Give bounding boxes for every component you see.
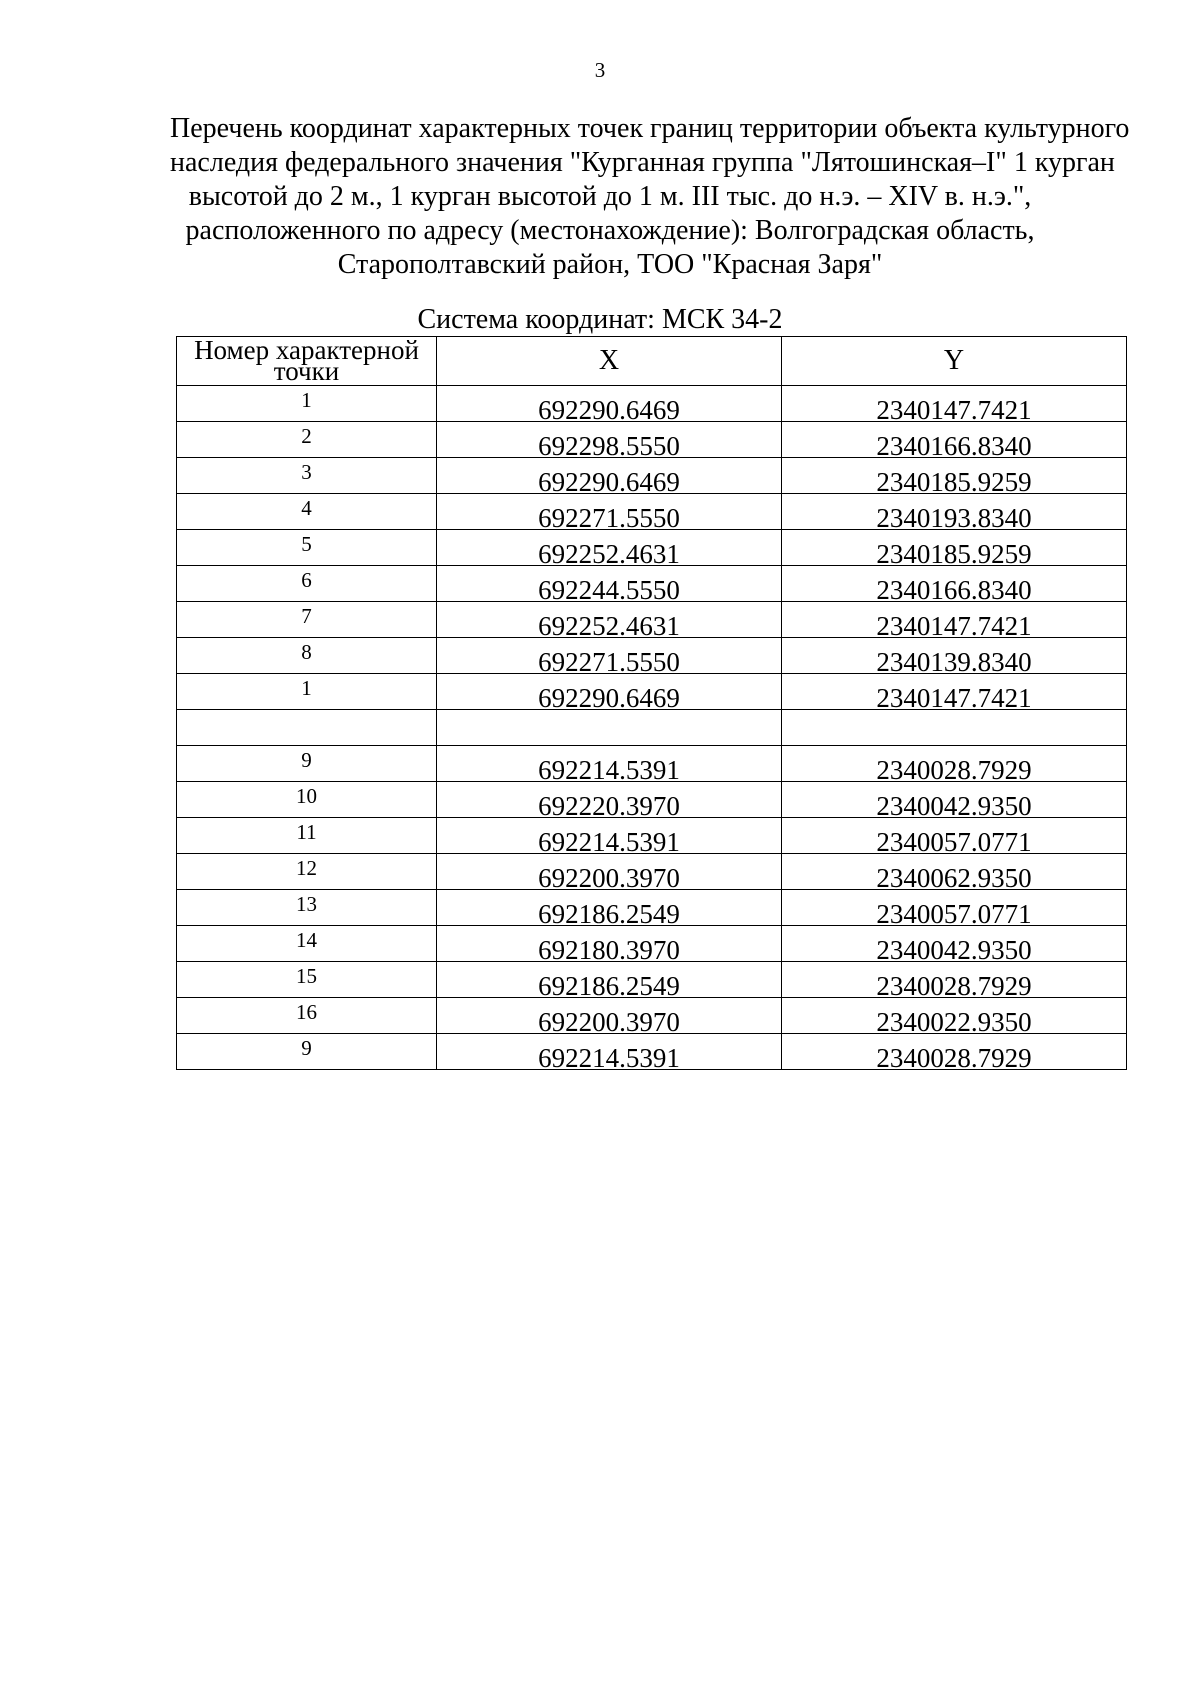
heading-line: Перечень координат характерных точек границ территории объекта культурного <box>170 113 1130 144</box>
cell-y <box>782 710 1127 746</box>
heading-line: высотой до 2 м., 1 курган высотой до 1 м. III тыс. до н.э. – XIV в. н.э.", <box>188 181 1032 212</box>
cell-point-number <box>177 710 437 746</box>
table-row <box>177 926 1127 962</box>
table-row <box>177 458 1127 494</box>
cell-y: 2340028.7929 <box>782 1034 1127 1070</box>
table-header-row <box>177 337 1127 386</box>
table-body <box>177 386 1127 1073</box>
cell-x: 692200.3970 <box>437 998 782 1034</box>
cell-y: 2340147.7421 <box>782 386 1127 422</box>
table-row <box>177 422 1127 458</box>
cell-y: 2340166.8340 <box>782 566 1127 602</box>
cell-point-number: 2 <box>177 422 437 458</box>
cell-point-number: 15 <box>177 962 437 998</box>
cell-y: 2340185.9259 <box>782 530 1127 566</box>
cell-x: 692186.2549 <box>437 890 782 926</box>
page-number: 3 <box>594 58 606 82</box>
table-row <box>177 602 1127 638</box>
cell-x: 692244.5550 <box>437 566 782 602</box>
cell-y: 2340057.0771 <box>782 890 1127 926</box>
cell-x: 692214.5391 <box>437 1034 782 1070</box>
cell-point-number: 8 <box>177 638 437 674</box>
cell-x: 692298.5550 <box>437 422 782 458</box>
table-row <box>177 782 1127 818</box>
cell-x: 692200.3970 <box>437 854 782 890</box>
cell-y: 2340185.9259 <box>782 458 1127 494</box>
cell-point-number: 6 <box>177 566 437 602</box>
cell-x: 692186.2549 <box>437 962 782 998</box>
cell-x: 692271.5550 <box>437 638 782 674</box>
cell-point-number: 13 <box>177 890 437 926</box>
table-row <box>177 746 1127 782</box>
cell-x: 692252.4631 <box>437 530 782 566</box>
cell-point-number: 16 <box>177 998 437 1034</box>
table-row <box>177 962 1127 998</box>
cell-y: 2340166.8340 <box>782 422 1127 458</box>
table-row <box>177 566 1127 602</box>
cell-x: 692214.5391 <box>437 746 782 782</box>
cell-point-number: 1 <box>177 674 437 710</box>
cell-y: 2340057.0771 <box>782 818 1127 854</box>
coordinate-system-caption: Система координат: МСК 34-2 <box>417 304 783 335</box>
cell-point-number: 3 <box>177 458 437 494</box>
cell-point-number: 10 <box>177 782 437 818</box>
cell-x: 692214.5391 <box>437 818 782 854</box>
cell-point-number: 9 <box>177 746 437 782</box>
header-point-number: Номер характерной точки <box>177 337 437 386</box>
cell-y: 2340028.7929 <box>782 962 1127 998</box>
cell-y: 2340022.9350 <box>782 998 1127 1034</box>
cell-x: 692290.6469 <box>437 386 782 422</box>
cell-y: 2340147.7421 <box>782 602 1127 638</box>
cell-point-number: 12 <box>177 854 437 890</box>
table-row <box>177 674 1127 710</box>
cell-point-number: 11 <box>177 818 437 854</box>
table-row <box>177 1034 1127 1070</box>
table-row <box>177 890 1127 926</box>
heading-line: расположенного по адресу (местонахождение): Волгоградская область, <box>185 215 1035 246</box>
table-row <box>177 386 1127 422</box>
cell-y: 2340042.9350 <box>782 926 1127 962</box>
cell-y: 2340042.9350 <box>782 782 1127 818</box>
table-row <box>177 530 1127 566</box>
header-x: X <box>437 337 782 386</box>
cell-point-number: 9 <box>177 1034 437 1070</box>
table-row <box>177 710 1127 746</box>
cell-x: 692220.3970 <box>437 782 782 818</box>
cell-x: 692180.3970 <box>437 926 782 962</box>
cell-point-number: 14 <box>177 926 437 962</box>
cell-y: 2340028.7929 <box>782 746 1127 782</box>
cell-point-number: 5 <box>177 530 437 566</box>
table-row <box>177 818 1127 854</box>
heading-line: Старополтавский район, ТОО "Красная Заря" <box>337 249 883 280</box>
cell-y: 2340193.8340 <box>782 494 1127 530</box>
cell-x: 692252.4631 <box>437 602 782 638</box>
cell-x: 692271.5550 <box>437 494 782 530</box>
header-y: Y <box>782 337 1127 386</box>
table-row <box>177 854 1127 890</box>
cell-y: 2340139.8340 <box>782 638 1127 674</box>
cell-x: 692290.6469 <box>437 458 782 494</box>
table-row <box>177 998 1127 1034</box>
cell-x: 692290.6469 <box>437 674 782 710</box>
cell-point-number: 7 <box>177 602 437 638</box>
cell-point-number: 4 <box>177 494 437 530</box>
table-row <box>177 494 1127 530</box>
coordinates-table <box>176 335 1127 1073</box>
cell-y: 2340062.9350 <box>782 854 1127 890</box>
cell-x <box>437 710 782 746</box>
document-heading <box>170 112 1130 282</box>
heading-line: наследия федерального значения "Курганная группа "Лятошинская–I" 1 курган <box>170 147 1115 178</box>
cell-y: 2340147.7421 <box>782 674 1127 710</box>
table-row <box>177 638 1127 674</box>
cell-point-number: 1 <box>177 386 437 422</box>
